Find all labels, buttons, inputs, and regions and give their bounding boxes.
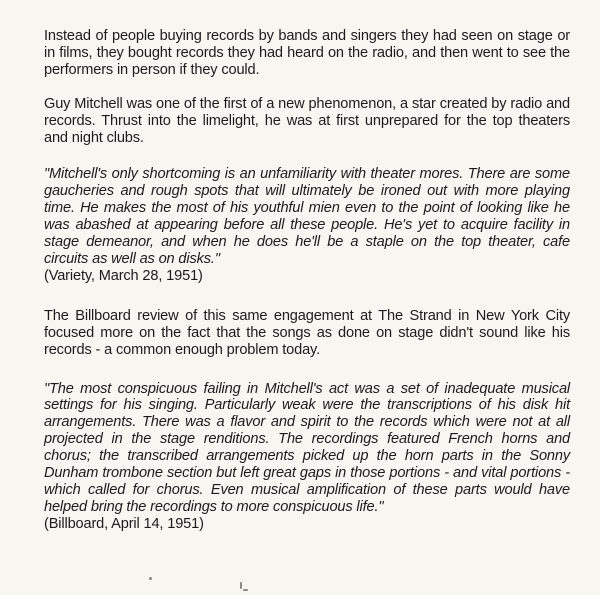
paragraph-radio-records: Instead of people buying records by bands and singers they had seen on stage or in films, they bought records they had heard on the radio, and then went to see the performers in person if they could. — [44, 28, 570, 78]
billboard-citation: (Billboard, April 14, 1951) — [44, 515, 204, 532]
scan-speck — [243, 589, 248, 591]
paragraph-billboard-review: The Billboard review of this same engagement at The Strand in New York City focused more on the fact that the songs as done on stage didn't sound like his records - a common enough problem today. — [44, 307, 570, 358]
scan-speck — [149, 577, 152, 580]
paragraph-guy-mitchell: Guy Mitchell was one of the first of a new phenomenon, a star created by radio and records. Thrust into the limelight, he was at first unprepared for the top theaters and night clubs. — [44, 95, 570, 146]
variety-quote-block — [44, 166, 570, 284]
billboard-quote: "The most conspicuous failing in Mitchell's act was a set of inadequate musical settings for his singing. Particularly weak were the transcriptions of his disk hit arrangements. There was a flavor and spirit to the records which were not at all projected in the stage renditions. The recordings featured French horns and chorus; the transcribed arrangements picked up the horn parts in the Sonny Dunham trombone section but left great gaps in those portions - and vital portions - which called for chorus. Even musical amplification of these parts would have helped bring the recordings to more conspicuous life." — [44, 380, 570, 515]
scan-speck — [240, 582, 242, 589]
variety-quote: "Mitchell's only shortcoming is an unfamiliarity with theater mores. There are some gaucheries and rough spots that will ultimately be ironed out with more playing time. He makes the most of his youthful mien even to the point of looking like he was abashed at appearing before all these people. He's yet to acquire facility in stage demeanor, and when he does he'll be a staple on the top theater, cafe circuits as well as on disks." — [44, 166, 570, 267]
billboard-quote-block — [44, 381, 570, 533]
variety-citation: (Variety, March 28, 1951) — [44, 267, 203, 284]
document-page — [44, 28, 570, 533]
